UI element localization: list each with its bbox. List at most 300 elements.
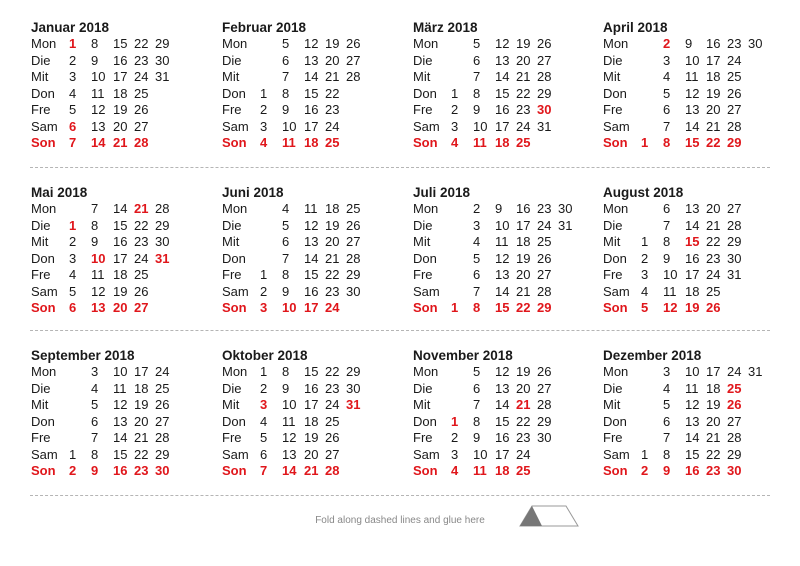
weekday-label: Fre [31, 430, 51, 445]
day: 26 [346, 217, 361, 233]
month-7 [413, 184, 593, 317]
weekday-label: Sam [31, 283, 58, 299]
weekday-label: Mon [603, 364, 629, 379]
fold-glue-icon [518, 504, 580, 528]
weekday-row [31, 69, 211, 86]
day: 13 [495, 52, 510, 68]
day: 9 [473, 430, 481, 445]
day: 28 [325, 463, 340, 478]
weekday-label: Die [413, 380, 433, 396]
day: 3 [451, 446, 459, 462]
day: 14 [113, 430, 128, 445]
day: 24 [537, 217, 552, 233]
weekday-row [222, 36, 402, 53]
day: 29 [155, 217, 170, 233]
weekday-label: Mit [603, 69, 621, 84]
day: 24 [134, 69, 149, 84]
weekday-row [413, 53, 593, 70]
holiday-day: 31 [346, 397, 361, 412]
day: 11 [282, 413, 296, 429]
day: 26 [706, 300, 721, 315]
day: 1 [69, 446, 77, 462]
weekday-row [31, 267, 211, 284]
day: 4 [473, 234, 481, 249]
day: 17 [706, 364, 721, 379]
day: 7 [282, 69, 290, 84]
day: 8 [473, 300, 481, 315]
day: 6 [473, 267, 481, 282]
weekday-row [413, 397, 593, 414]
weekday-row [413, 414, 593, 431]
weekday-label: Mit [31, 234, 49, 249]
day: 20 [706, 102, 721, 117]
month-9 [31, 347, 211, 480]
weekday-row [413, 36, 593, 53]
fold-line [30, 167, 770, 168]
day: 30 [748, 36, 763, 51]
weekday-row [31, 86, 211, 103]
day: 13 [685, 201, 700, 216]
weekday-row [603, 135, 783, 152]
weekday-row [222, 201, 402, 218]
day: 24 [325, 118, 340, 134]
day: 10 [282, 300, 297, 315]
weekday-label: Son [31, 300, 56, 315]
holiday-day: 1 [69, 36, 77, 51]
day: 20 [134, 413, 149, 429]
weekday-label: Son [603, 463, 628, 478]
weekday-label: Die [31, 52, 51, 68]
day: 25 [706, 283, 721, 299]
day: 18 [516, 234, 531, 249]
weekday-row [222, 267, 402, 284]
day: 8 [473, 85, 481, 101]
weekday-label: Don [603, 85, 627, 101]
day: 22 [134, 446, 149, 462]
month-title: Dezember 2018 [603, 348, 702, 363]
month-title: März 2018 [413, 20, 478, 35]
day: 16 [113, 52, 128, 68]
day: 9 [91, 463, 99, 478]
weekday-row [222, 447, 402, 464]
month-title: Februar 2018 [222, 20, 307, 35]
day: 4 [91, 380, 99, 396]
holiday-day: 31 [155, 250, 170, 266]
weekday-label: Fre [222, 267, 242, 282]
day: 13 [113, 413, 128, 429]
day: 16 [685, 463, 700, 478]
day: 25 [537, 234, 552, 249]
day: 12 [304, 36, 319, 51]
weekday-label: Die [603, 217, 623, 233]
weekday-row [413, 86, 593, 103]
day: 11 [495, 234, 509, 249]
weekday-label: Fre [413, 267, 433, 282]
day: 25 [134, 267, 149, 282]
day: 11 [91, 267, 105, 282]
day: 27 [727, 102, 742, 117]
day: 4 [69, 85, 77, 101]
day: 27 [727, 413, 742, 429]
weekday-row [31, 284, 211, 301]
day: 23 [325, 283, 340, 299]
day: 17 [495, 446, 510, 462]
day: 22 [325, 85, 340, 101]
holiday-day: 26 [727, 397, 742, 412]
day: 29 [727, 135, 742, 150]
day: 23 [706, 250, 721, 266]
day: 18 [495, 135, 510, 150]
weekday-label: Mit [222, 234, 240, 249]
day: 10 [282, 118, 297, 134]
day: 7 [663, 430, 671, 445]
day: 2 [260, 102, 268, 117]
day: 26 [134, 102, 149, 117]
weekday-label: Don [31, 250, 55, 266]
day: 19 [516, 36, 531, 51]
day: 28 [537, 69, 552, 84]
day: 16 [304, 283, 319, 299]
weekday-row [31, 36, 211, 53]
day: 28 [727, 118, 742, 134]
day: 14 [495, 283, 510, 299]
weekday-row [222, 251, 402, 268]
weekday-label: Don [603, 250, 627, 266]
day: 3 [260, 118, 268, 134]
weekday-label: Mit [413, 234, 431, 249]
day: 15 [304, 267, 319, 282]
day: 27 [134, 118, 149, 134]
day: 19 [304, 430, 319, 445]
day: 29 [537, 413, 552, 429]
day: 3 [641, 267, 649, 282]
weekday-row [603, 102, 783, 119]
day: 9 [91, 234, 99, 249]
weekday-label: Die [413, 217, 433, 233]
day: 13 [495, 267, 510, 282]
day: 29 [346, 364, 361, 379]
weekday-label: Die [222, 380, 242, 396]
day: 17 [495, 118, 510, 134]
weekday-label: Don [413, 250, 437, 266]
weekday-row [31, 397, 211, 414]
day: 13 [91, 300, 106, 315]
weekday-row [222, 102, 402, 119]
day: 3 [473, 217, 481, 233]
weekday-row [222, 300, 402, 317]
day: 23 [325, 380, 340, 396]
weekday-label: Don [31, 85, 55, 101]
weekday-row [413, 364, 593, 381]
day: 20 [304, 446, 319, 462]
day: 14 [685, 430, 700, 445]
weekday-row [413, 234, 593, 251]
holiday-day: 25 [727, 380, 742, 396]
weekday-row [222, 397, 402, 414]
day: 27 [346, 234, 361, 249]
day: 29 [346, 267, 361, 282]
day: 22 [706, 446, 721, 462]
day: 8 [91, 217, 99, 233]
weekday-row [603, 86, 783, 103]
weekday-label: Don [222, 250, 246, 266]
day: 19 [516, 364, 531, 379]
day: 6 [473, 52, 481, 68]
day: 14 [113, 201, 128, 216]
day: 20 [516, 380, 531, 396]
weekday-row [603, 364, 783, 381]
day: 17 [304, 397, 319, 412]
month-title: Juni 2018 [222, 185, 284, 200]
day: 24 [516, 446, 531, 462]
day: 13 [304, 52, 319, 68]
weekday-label: Die [413, 52, 433, 68]
weekday-row [413, 102, 593, 119]
day: 6 [260, 446, 268, 462]
weekday-row [31, 135, 211, 152]
weekday-row [413, 447, 593, 464]
day: 17 [113, 69, 128, 84]
day: 18 [706, 380, 721, 396]
day: 3 [663, 52, 671, 68]
weekday-row [603, 69, 783, 86]
day: 24 [727, 364, 742, 379]
day: 10 [685, 52, 700, 68]
day: 7 [663, 118, 671, 134]
day: 19 [113, 283, 128, 299]
day: 26 [727, 85, 742, 101]
day: 29 [537, 85, 552, 101]
day: 1 [260, 364, 268, 379]
day: 1 [260, 267, 268, 282]
day: 2 [641, 463, 649, 478]
day: 16 [304, 102, 319, 117]
weekday-row [31, 414, 211, 431]
weekday-label: Mon [31, 201, 57, 216]
day: 30 [346, 380, 361, 396]
day: 17 [516, 217, 531, 233]
weekday-row [603, 201, 783, 218]
day: 29 [155, 36, 170, 51]
weekday-row [413, 430, 593, 447]
day: 26 [537, 250, 552, 266]
day: 22 [325, 267, 340, 282]
weekday-label: Mit [603, 397, 621, 412]
day: 30 [727, 250, 742, 266]
weekday-row [222, 86, 402, 103]
holiday-day: 2 [663, 36, 671, 51]
day: 12 [495, 364, 510, 379]
day: 18 [113, 85, 128, 101]
day: 21 [706, 217, 721, 233]
day: 26 [325, 430, 340, 445]
day: 15 [113, 446, 128, 462]
day: 28 [537, 397, 552, 412]
day: 7 [260, 463, 268, 478]
weekday-label: Mon [603, 36, 629, 51]
day: 14 [685, 217, 700, 233]
day: 4 [260, 135, 268, 150]
weekday-label: Mon [413, 201, 439, 216]
holiday-day: 21 [516, 397, 531, 412]
weekday-label: Sam [413, 118, 440, 134]
weekday-label: Sam [222, 283, 249, 299]
day: 28 [727, 217, 742, 233]
day: 9 [473, 102, 481, 117]
weekday-label: Sam [31, 118, 58, 134]
fold-instruction: Fold along dashed lines and glue here [315, 515, 485, 526]
weekday-label: Fre [31, 102, 51, 117]
day: 24 [155, 364, 170, 379]
day: 22 [516, 300, 531, 315]
day: 4 [451, 463, 459, 478]
weekday-label: Die [222, 217, 242, 233]
day: 24 [325, 300, 340, 315]
weekday-row [603, 447, 783, 464]
day: 2 [69, 234, 77, 249]
day: 22 [325, 364, 340, 379]
day: 4 [282, 201, 290, 216]
weekday-label: Mit [413, 397, 431, 412]
weekday-label: Don [413, 85, 437, 101]
day: 29 [727, 446, 742, 462]
day: 12 [282, 430, 297, 445]
day: 12 [495, 36, 510, 51]
day: 2 [260, 283, 268, 299]
day: 23 [706, 463, 721, 478]
day: 5 [282, 36, 290, 51]
weekday-row [413, 381, 593, 398]
weekday-label: Mit [603, 234, 621, 249]
day: 12 [685, 397, 700, 412]
month-title: Juli 2018 [413, 185, 471, 200]
day: 15 [685, 135, 700, 150]
day: 15 [495, 413, 510, 429]
day: 25 [155, 380, 170, 396]
day: 7 [473, 283, 481, 299]
day: 21 [516, 69, 531, 84]
weekday-label: Don [31, 413, 55, 429]
weekday-row [222, 381, 402, 398]
day: 22 [706, 135, 721, 150]
month-4 [603, 19, 783, 152]
weekday-label: Son [31, 463, 56, 478]
weekday-label: Fre [603, 102, 623, 117]
day: 19 [113, 102, 128, 117]
weekday-row [31, 463, 211, 480]
day: 2 [69, 463, 77, 478]
day: 24 [516, 118, 531, 134]
day: 18 [134, 380, 149, 396]
day: 11 [304, 201, 318, 216]
day: 25 [516, 463, 531, 478]
weekday-row [222, 284, 402, 301]
day: 23 [537, 201, 552, 216]
weekday-label: Mon [31, 36, 57, 51]
day: 13 [495, 380, 510, 396]
day: 11 [91, 85, 105, 101]
day: 11 [685, 380, 699, 396]
day: 14 [495, 397, 510, 412]
day: 19 [325, 36, 340, 51]
weekday-row [222, 364, 402, 381]
weekday-row [603, 414, 783, 431]
day: 16 [113, 463, 128, 478]
day: 24 [706, 267, 721, 282]
weekday-row [31, 201, 211, 218]
day: 2 [69, 52, 77, 68]
weekday-label: Son [222, 300, 247, 315]
day: 4 [69, 267, 77, 282]
weekday-row [413, 218, 593, 235]
weekday-row [603, 36, 783, 53]
day: 7 [282, 250, 290, 266]
day: 2 [641, 250, 649, 266]
day: 14 [304, 250, 319, 266]
weekday-label: Mit [222, 69, 240, 84]
day: 21 [325, 250, 340, 266]
day: 3 [663, 364, 671, 379]
day: 30 [537, 430, 552, 445]
day: 16 [516, 201, 531, 216]
weekday-label: Son [603, 300, 628, 315]
day: 29 [537, 300, 552, 315]
day: 29 [155, 446, 170, 462]
weekday-label: Die [222, 52, 242, 68]
weekday-label: Fre [413, 102, 433, 117]
day: 6 [91, 413, 99, 429]
day: 22 [134, 36, 149, 51]
day: 5 [663, 397, 671, 412]
day: 15 [304, 85, 319, 101]
day: 26 [346, 36, 361, 51]
day: 16 [495, 102, 510, 117]
day: 22 [706, 234, 721, 249]
weekday-label: Die [31, 380, 51, 396]
day: 6 [473, 380, 481, 396]
day: 1 [451, 300, 459, 315]
day: 1 [641, 446, 649, 462]
weekday-row [603, 53, 783, 70]
day: 14 [685, 118, 700, 134]
day: 17 [685, 267, 700, 282]
weekday-label: Sam [603, 118, 630, 134]
weekday-row [31, 430, 211, 447]
day: 1 [641, 135, 649, 150]
day: 13 [304, 234, 319, 249]
weekday-label: Mon [222, 36, 248, 51]
day: 25 [727, 69, 742, 84]
day: 5 [91, 397, 99, 412]
day: 8 [91, 36, 99, 51]
day: 7 [663, 217, 671, 233]
day: 8 [473, 413, 481, 429]
day: 1 [451, 85, 459, 101]
weekday-row [31, 119, 211, 136]
day: 31 [748, 364, 763, 379]
day: 10 [495, 217, 510, 233]
day: 17 [134, 364, 149, 379]
weekday-label: Fre [222, 102, 242, 117]
day: 18 [325, 201, 340, 216]
weekday-label: Mon [603, 201, 629, 216]
day: 3 [91, 364, 99, 379]
day: 25 [516, 135, 531, 150]
weekday-row [603, 300, 783, 317]
day: 7 [91, 430, 99, 445]
weekday-row [413, 69, 593, 86]
weekday-row [222, 414, 402, 431]
